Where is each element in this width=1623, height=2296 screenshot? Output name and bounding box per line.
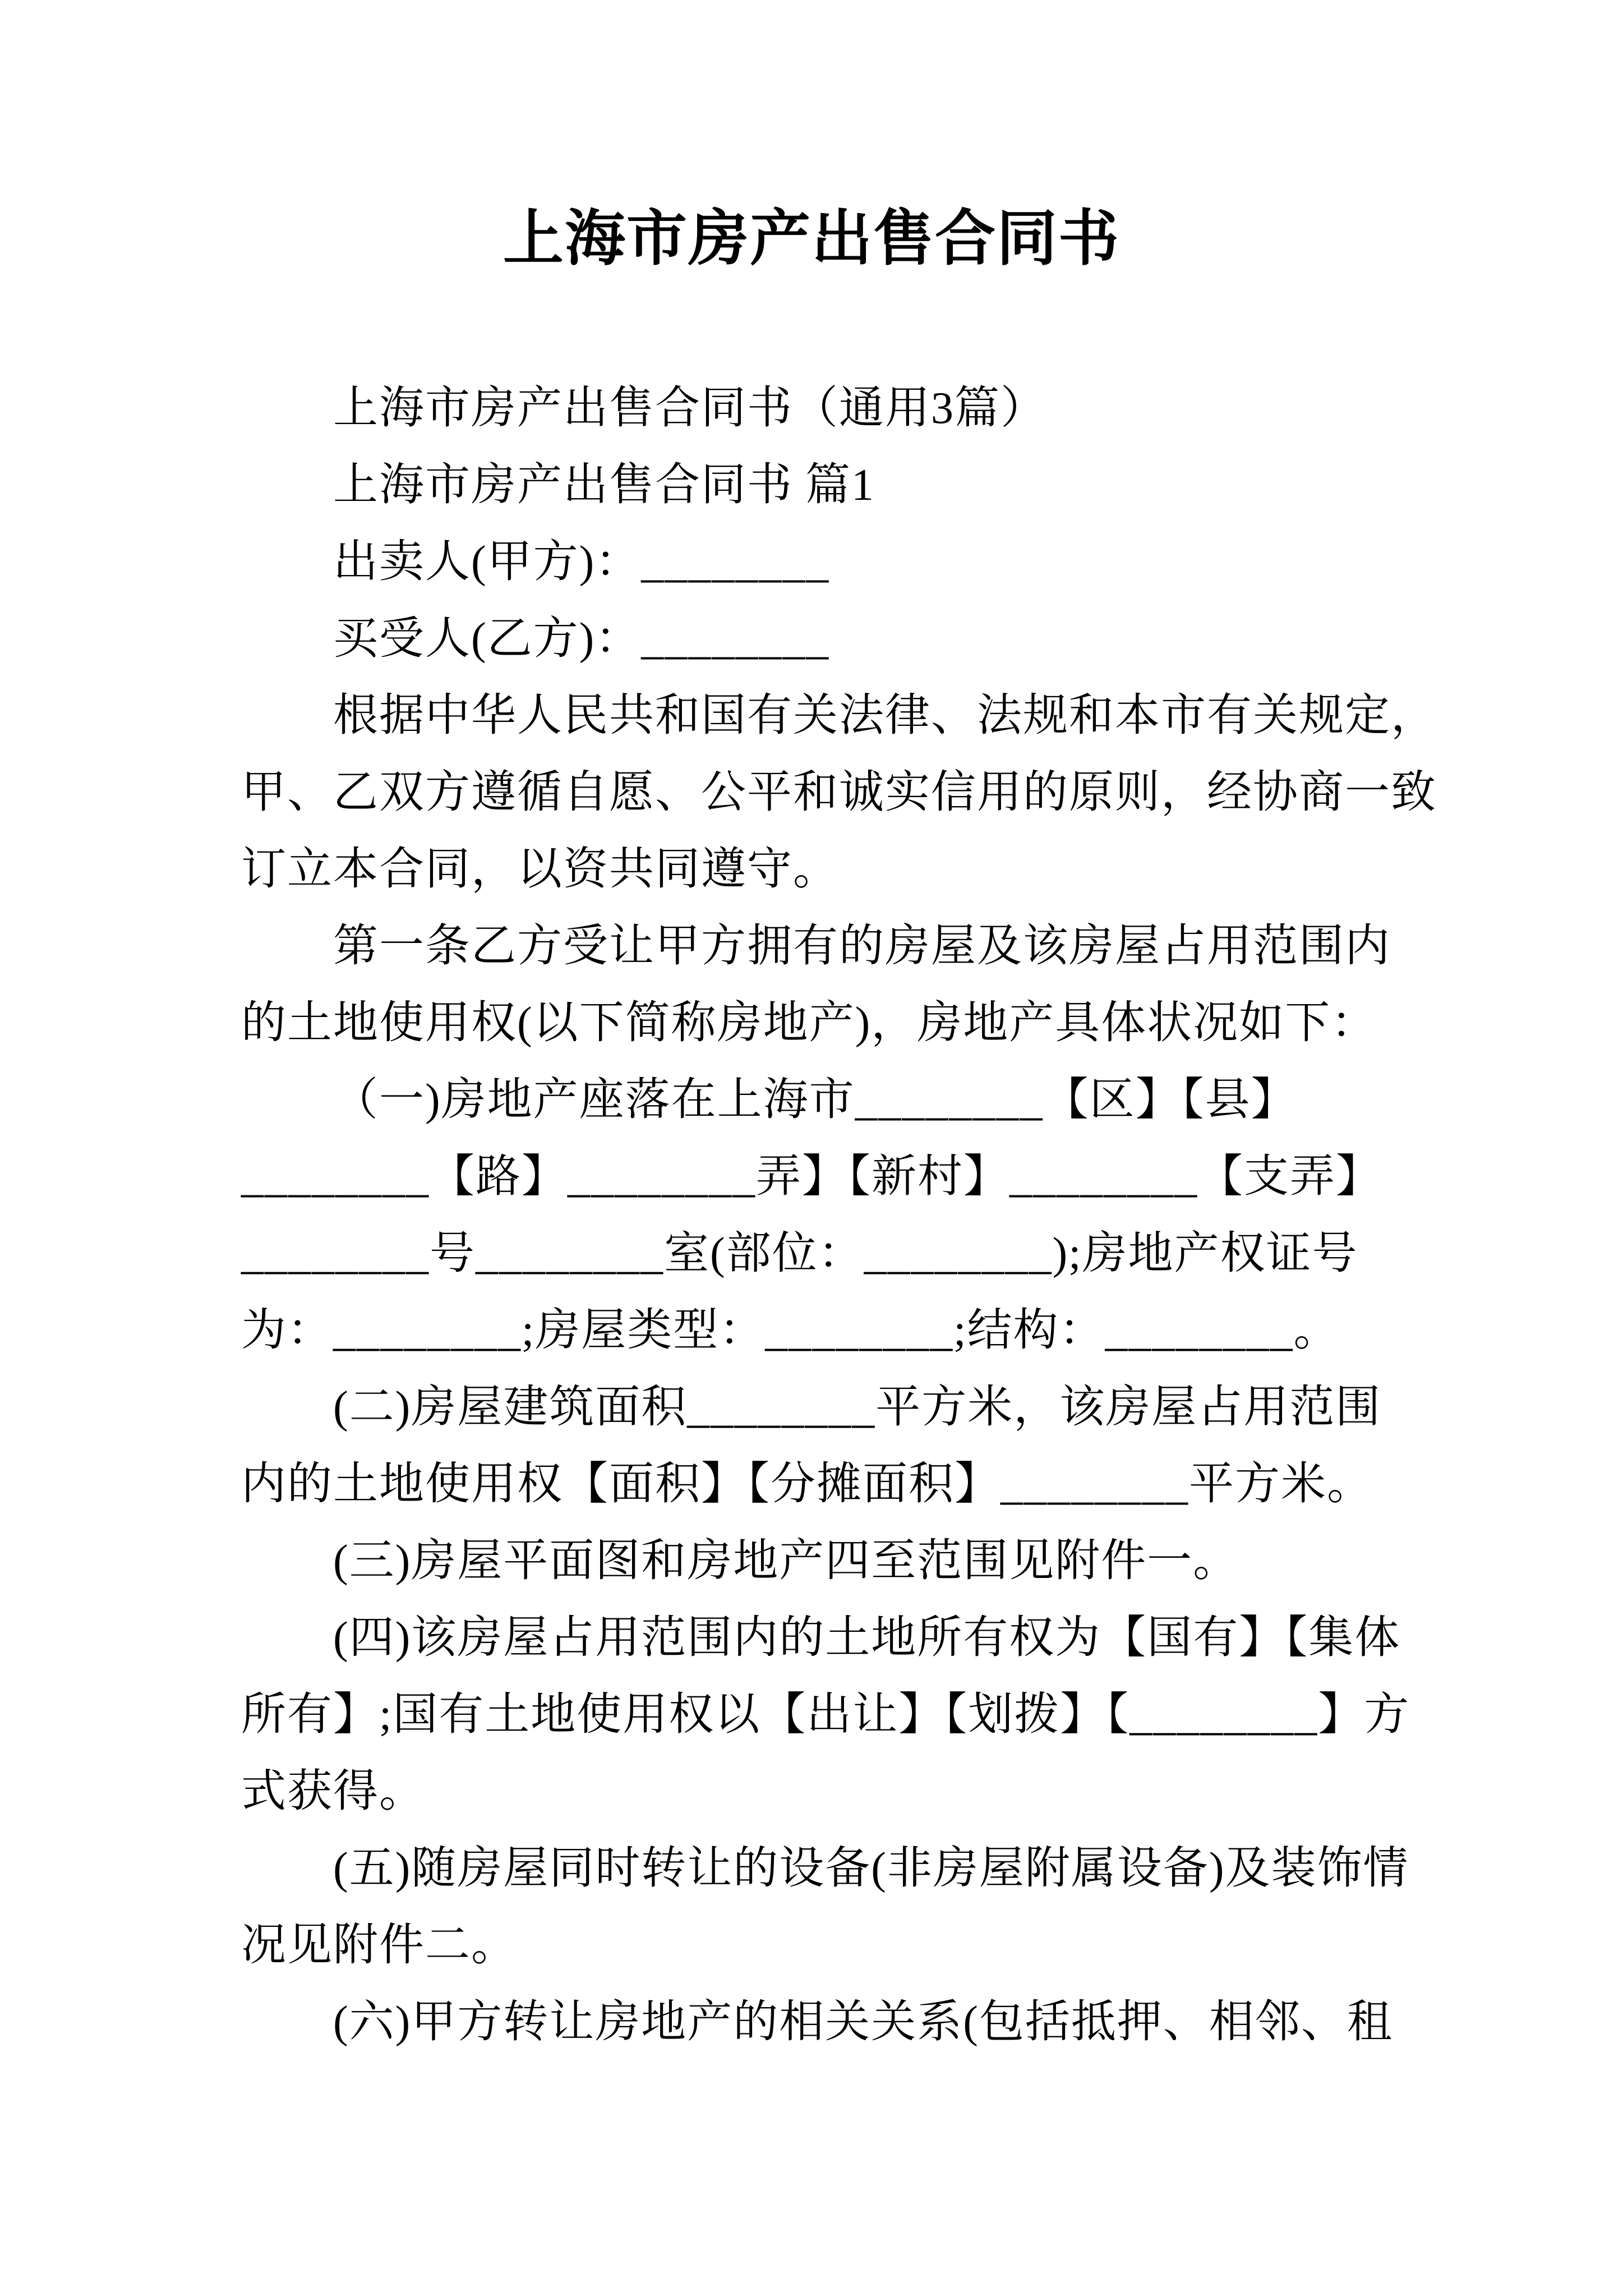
contract-line-01: 上海市房产出售合同书（通用3篇） [333, 384, 1046, 433]
contract-line-02: 上海市房产出售合同书 篇1 [333, 461, 875, 510]
contract-line-18: 所有】;国有土地使用权以【出让】【划拨】【________】方 [241, 1690, 1410, 1740]
contract-line-04: 买受人(乙方)：________ [333, 614, 830, 664]
contract-line-19: 式获得。 [241, 1767, 425, 1816]
contract-line-16: (三)房屋平面图和房地产四至范围见附件一。 [333, 1536, 1239, 1586]
contract-line-14: (二)房屋建筑面积________平方米，该房屋占用范围 [333, 1383, 1382, 1432]
contract-line-13: 为：________;房屋类型：________;结构：________。 [241, 1306, 1340, 1355]
contract-line-09: 的土地使用权(以下简称房地产)，房地产具体状况如下： [241, 999, 1377, 1048]
contract-line-11: ________【路】________弄】【新村】________【支弄】 [241, 1152, 1382, 1202]
contract-line-17: (四)该房屋占用范围内的土地所有权为【国有】【集体 [333, 1613, 1401, 1663]
contract-line-03: 出卖人(甲方)：________ [333, 537, 830, 587]
contract-line-07: 订立本合同，以资共同遵守。 [241, 845, 839, 894]
contract-line-12: ________号________室(部位：________);房地产权证号 [241, 1229, 1358, 1278]
contract-line-20: (五)随房屋同时转让的设备(非房屋附属设备)及装饰情 [333, 1844, 1409, 1893]
document-body [241, 370, 1437, 2061]
contract-line-06: 甲、乙双方遵循自愿、公平和诚实信用的原则，经协商一致 [241, 768, 1437, 817]
contract-line-15: 内的土地使用权【面积】【分摊面积】________平方米。 [241, 1460, 1373, 1509]
contract-line-22: (六)甲方转让房地产的相关关系(包括抵押、相邻、租 [333, 1998, 1393, 2047]
contract-line-21: 况见附件二。 [241, 1921, 517, 1970]
contract-line-10: （一)房地产座落在上海市________【区】【县】 [333, 1075, 1297, 1125]
contract-line-08: 第一条乙方受让甲方拥有的房屋及该房屋占用范围内 [333, 922, 1391, 971]
contract-line-05: 根据中华人民共和国有关法律、法规和本市有关规定， [333, 691, 1437, 740]
document-title: 上海市房产出售合同书 [502, 206, 1120, 273]
